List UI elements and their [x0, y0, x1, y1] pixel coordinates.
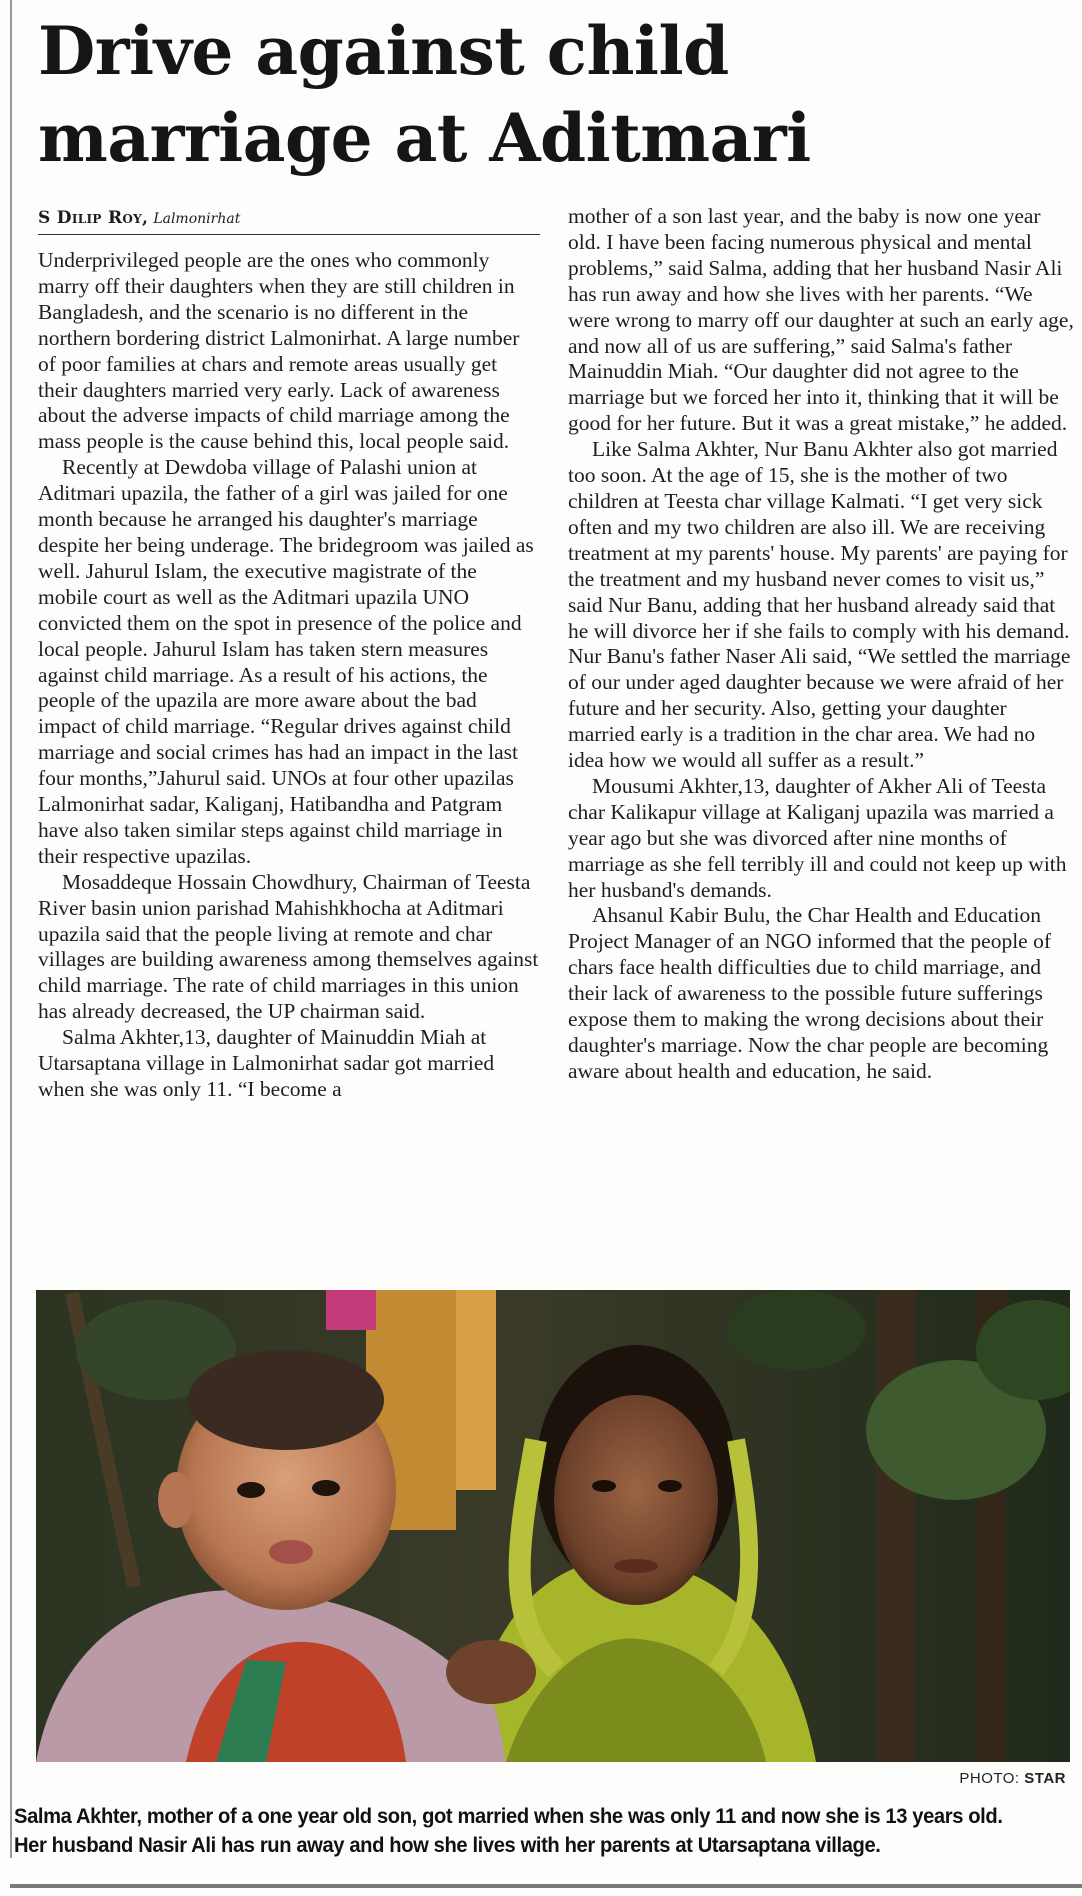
- paragraph: Ahsanul Kabir Bulu, the Char Health and Education Project Manager of an NGO informed that the people of chars face health difficulties due to child marriage, and their lack of awareness to the possible future sufferings expose them to making the wrong decisions about their daughter's marriage. Now the char people are becoming aware about health and education, he said.: [568, 903, 1051, 1083]
- byline-author: S Dilip Roy,: [38, 208, 149, 228]
- column-rule: [10, 0, 12, 1858]
- photo-caption: Salma Akhter, mother of a one year old son, got married when she was only 11 and now she is 13 years old. Her husband Nasir Ali has run away and how she lives with her parents at Utarsaptana village.: [14, 1805, 1003, 1857]
- article-photo: [36, 1290, 1070, 1762]
- paragraph: Recently at Dewdoba village of Palashi union at Aditmari upazila, the father of a girl was jailed for one month because he arranged his daughter's marriage despite her being underage. The bridegroom was jailed as well. Jahurul Islam, the executive magistrate of the mobile court as well as the Aditmari upazila UNO convicted them on the spot in presence of the police and local people. Jahurul Islam has taken stern measures against child marriage. As a result of his actions, the people of the upazila are more aware about the bad impact of child marriage. “Regular drives against child marriage and social crimes has had an impact in the last four months,”Jahurul said. UNOs at four other upazilas Lalmonirhat sadar, Kaliganj, Hatibandha and Patgram have also taken similar steps against child marriage in their respective upazilas.: [38, 455, 534, 868]
- byline: [38, 208, 538, 229]
- byline-place: Lalmonirhat: [153, 211, 241, 227]
- headline: Drive against child marriage at Aditmari: [38, 12, 811, 177]
- paragraph: mother of a son last year, and the baby is now one year old. I have been facing numerous physical and mental problems,” said Salma, adding that her husband Nasir Ali has run away and how she lives with her parents. “We were wrong to marry off our daughter at such an early age, and now all of us are suffering,” said Salma's father Mainuddin Miah. “Our daughter did not agree to the marriage but we forced her into it, thinking that it will be good for her future. But it was a great mistake,” he added.: [568, 204, 1074, 436]
- article-column-left: [38, 248, 540, 1103]
- paragraph: Like Salma Akhter, Nur Banu Akhter also got married too soon. At the age of 15, she is the mother of two children at Teesta char village Kalmati. “I get very sick often and my two children are also ill. We are receiving treatment at my parents' house. My parents' are paying for the treatment and my husband never comes to visit us,” said Nur Banu, adding that her husband already said that he will divorce her if she fails to comply with his demand. Nur Banu's father Naser Ali said, “We settled the marriage of our under aged daughter because we were afraid of her future and her security. Also, getting your daughter married early is a tradition in the char area. We had no idea how we would all suffer as a result.”: [568, 437, 1071, 773]
- photo-credit: [959, 1770, 1066, 1787]
- photo-credit-label: PHOTO:: [959, 1770, 1020, 1787]
- paragraph: Salma Akhter,13, daughter of Mainuddin Miah at Utarsaptana village in Lalmonirhat sadar got married when she was only 11. “I become a: [38, 1025, 495, 1101]
- paragraph: Mosaddeque Hossain Chowdhury, Chairman of Teesta River basin union parishad Mahishkhocha at Aditmari upazila said that the people living at remote and char villages are building awareness among themselves against child marriage. The rate of child marriages in this union has already decreased, the UP chairman said.: [38, 869, 539, 1024]
- article-column-right: [568, 204, 1074, 1085]
- photo-credit-source: STAR: [1024, 1770, 1066, 1787]
- paragraph: Mousumi Akhter,13, daughter of Akher Ali of Teesta char Kalikapur village at Kaliganj upazila was married a year ago but she was divorced after nine months of marriage as she fell terribly ill and could not keep up with her husband's demands.: [568, 773, 1067, 902]
- photo-illustration: [36, 1290, 1070, 1762]
- byline-divider: [38, 234, 540, 235]
- page-bottom-rule: [10, 1884, 1082, 1888]
- paragraph: Underprivileged people are the ones who commonly marry off their daughters when they are still children in Bangladesh, and the scenario is no different in the northern bordering district Lalmonirhat. A large number of poor families at chars and remote areas usually get their daughters married very early. Lack of awareness about the adverse impacts of child marriage among the mass people is the cause behind this, local people said.: [38, 248, 520, 454]
